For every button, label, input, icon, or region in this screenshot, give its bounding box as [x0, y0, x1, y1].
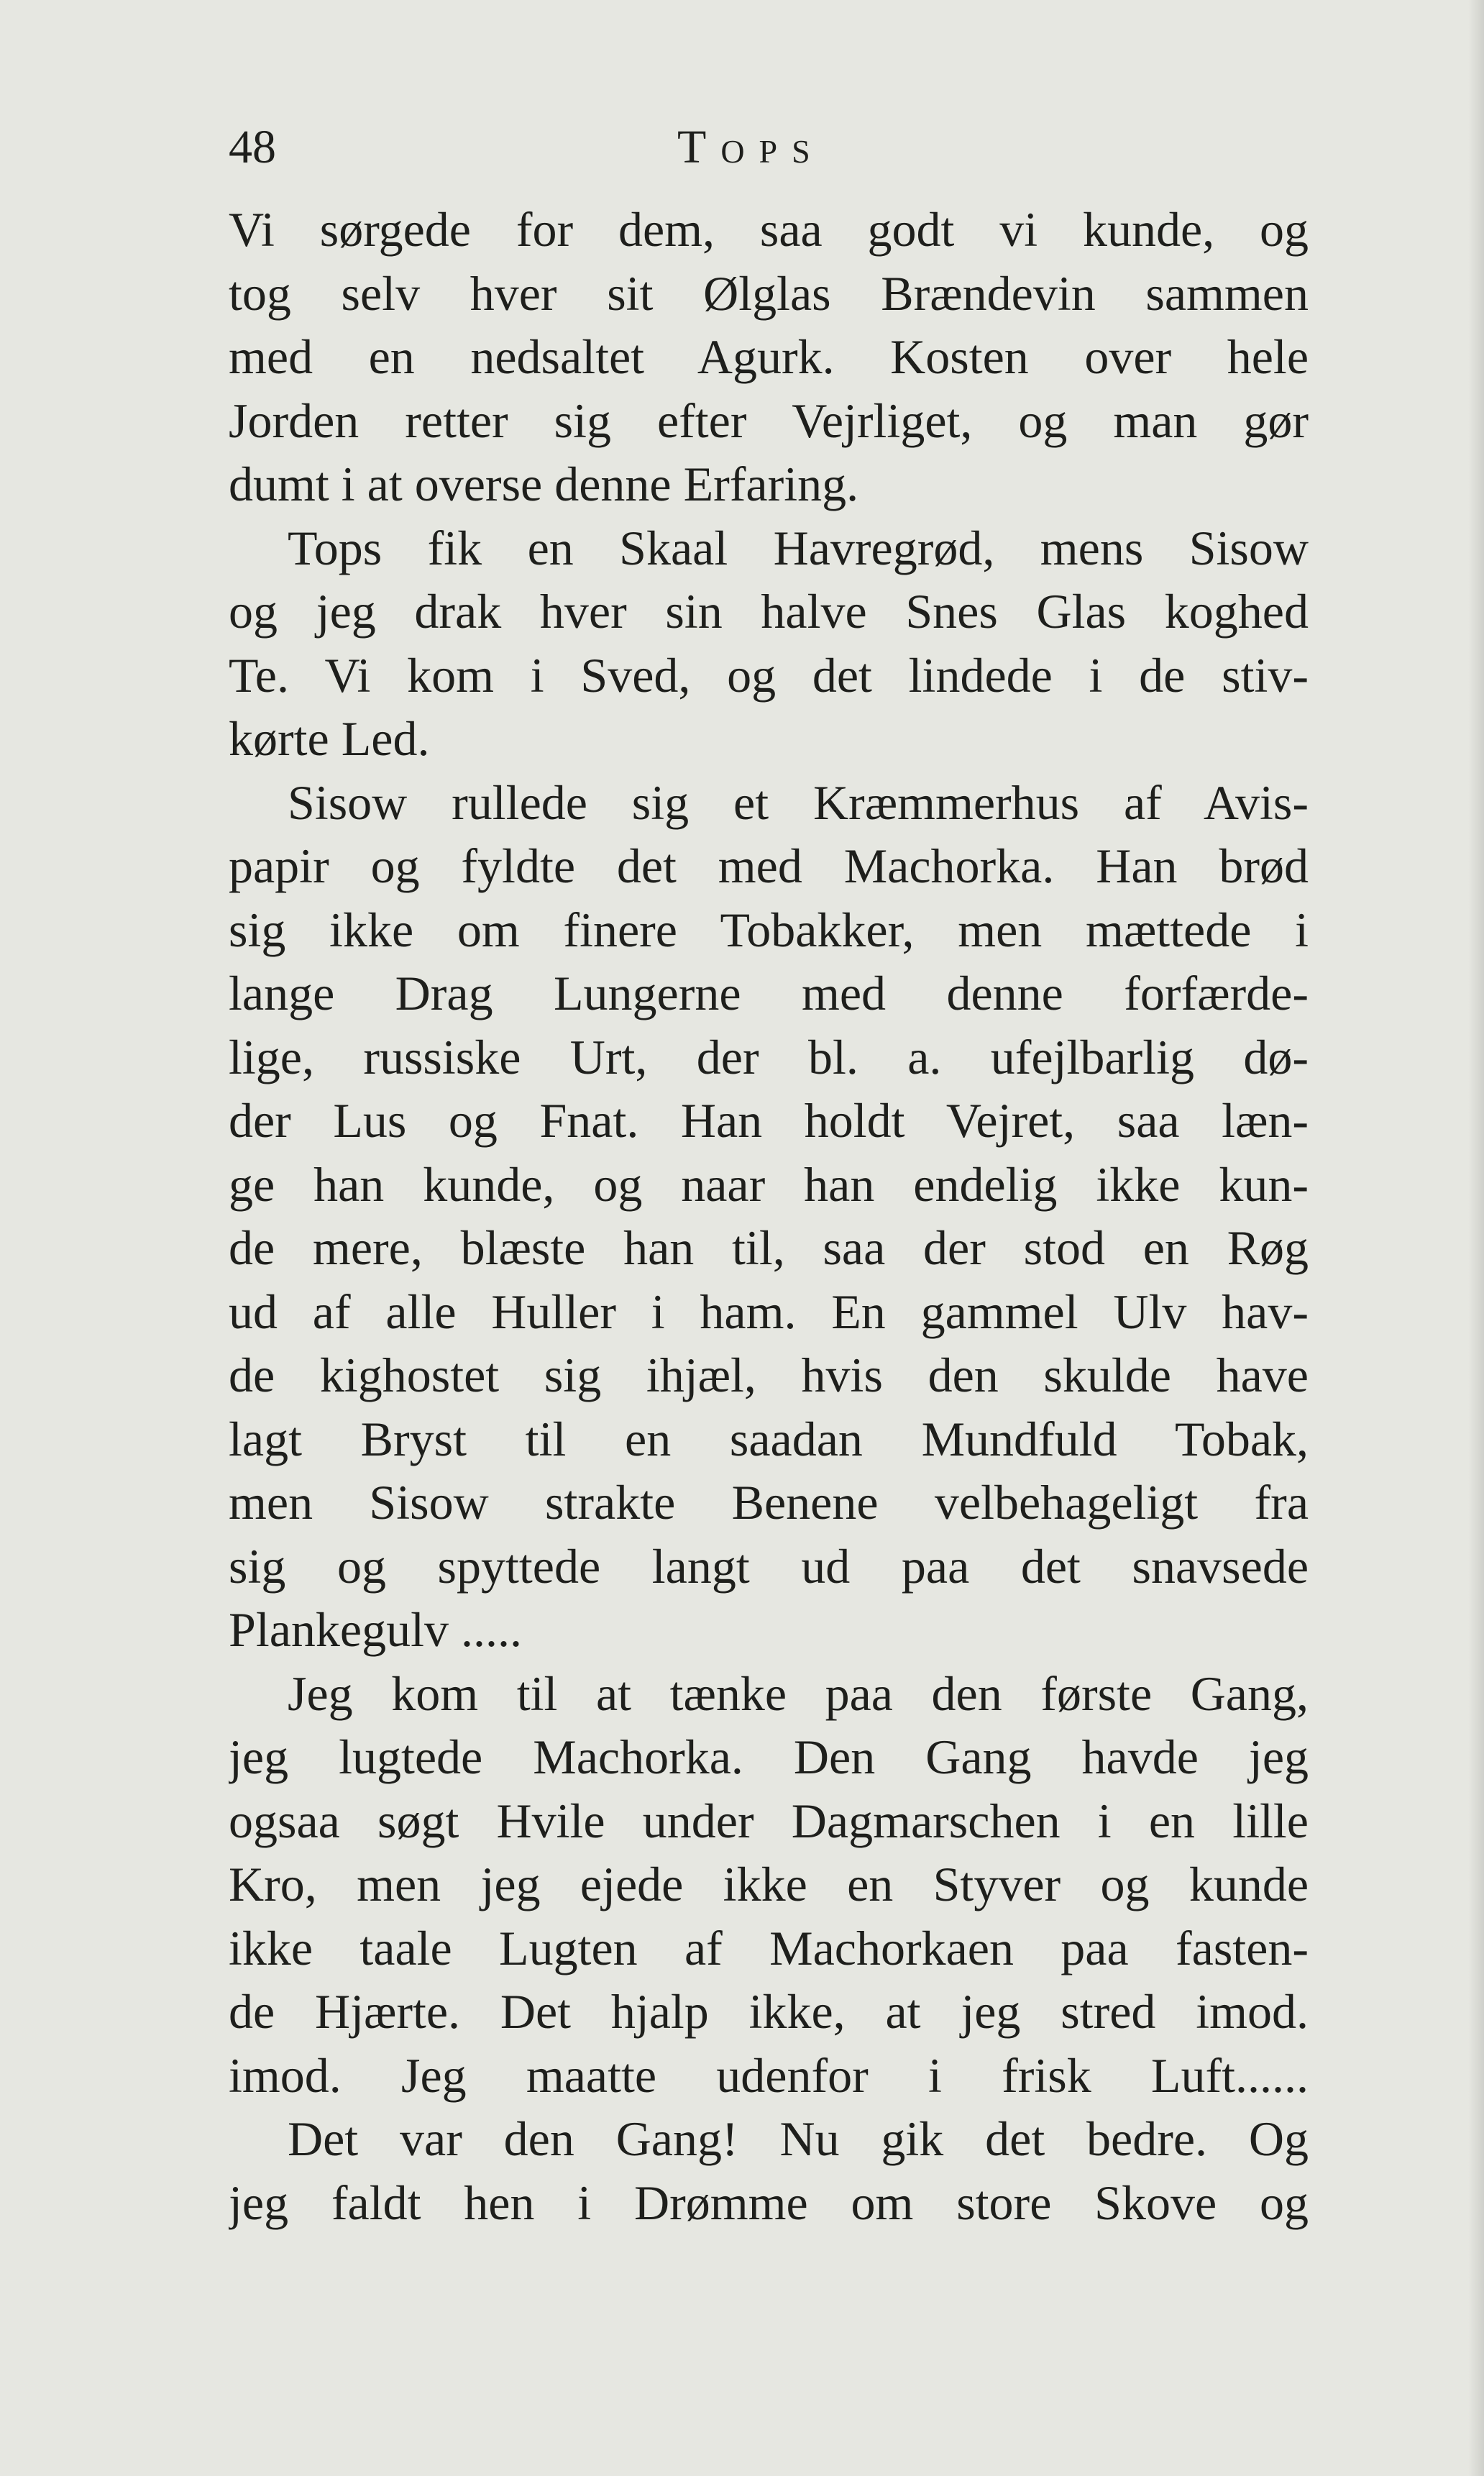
page-header [229, 115, 1307, 180]
text-line: der Lus og Fnat. Han holdt Vejret, saa læn- [229, 1093, 1309, 1148]
text-line: lange Drag Lungerne med denne forfærde- [229, 966, 1309, 1020]
text-line: Tops fik en Skaal Havregrød, mens Sisow [288, 520, 1309, 575]
text-line: lige, russiske Urt, der bl. a. ufejlbarlig dø- [229, 1029, 1309, 1084]
text-line: papir og fyldte det med Machorka. Han brød [229, 839, 1309, 893]
text-line: Jorden retter sig efter Vejrliget, og man gør [229, 393, 1309, 448]
text-line: imod. Jeg maatte udenfor i frisk Luft...... [229, 2047, 1309, 2103]
text-line: Kro, men jeg ejede ikke en Styver og kunde [229, 1857, 1309, 1911]
text-line: Vi sørgede for dem, saa godt vi kunde, og [229, 202, 1309, 257]
text-line: Plankegulv ..... [229, 1602, 522, 1657]
page-edge-shadow [1468, 0, 1484, 2476]
running-title: Tops [677, 121, 825, 173]
text-line: men Sisow strakte Benene velbehageligt fra [229, 1475, 1309, 1530]
text-line: lagt Bryst til en saadan Mundfuld Tobak, [229, 1411, 1309, 1466]
text-line: Te. Vi kom i Sved, og det lindede i de stiv- [229, 647, 1309, 703]
body-text [229, 198, 1309, 2234]
text-line: de mere, blæste han til, saa der stod en Røg [229, 1220, 1309, 1275]
text-line: og jeg drak hver sin halve Snes Glas koghed [229, 584, 1309, 639]
page-number: 48 [229, 121, 276, 173]
text-line: jeg faldt hen i Drømme om store Skove og [229, 2175, 1309, 2230]
text-line: sig ikke om finere Tobakker, men mættede i [229, 902, 1309, 957]
text-line: jeg lugtede Machorka. Den Gang havde jeg [229, 1730, 1309, 1784]
text-line: med en nedsaltet Agurk. Kosten over hele [229, 329, 1309, 384]
text-line: dumt i at overse denne Erfaring. [229, 457, 859, 511]
text-line: tog selv hver sit Ølglas Brændevin sammen [229, 265, 1309, 321]
text-line: ud af alle Huller i ham. En gammel Ulv hav- [229, 1284, 1309, 1339]
text-line: Jeg kom til at tænke paa den første Gang, [288, 1666, 1309, 1721]
text-line: de Hjærte. Det hjalp ikke, at jeg stred imod. [229, 1984, 1309, 2039]
text-line: ikke taale Lugten af Machorkaen paa fasten- [229, 1920, 1309, 1975]
text-line: kørte Led. [229, 711, 430, 766]
text-line: de kighostet sig ihjæl, hvis den skulde have [229, 1348, 1309, 1402]
text-line: Det var den Gang! Nu gik det bedre. Og [288, 2111, 1309, 2166]
text-line: Sisow rullede sig et Kræmmerhus af Avis- [288, 775, 1309, 830]
text-line: ge han kunde, og naar han endelig ikke kun- [229, 1156, 1309, 1212]
text-line: ogsaa søgt Hvile under Dagmarschen i en lille [229, 1793, 1309, 1848]
text-line: sig og spyttede langt ud paa det snavsede [229, 1538, 1309, 1594]
